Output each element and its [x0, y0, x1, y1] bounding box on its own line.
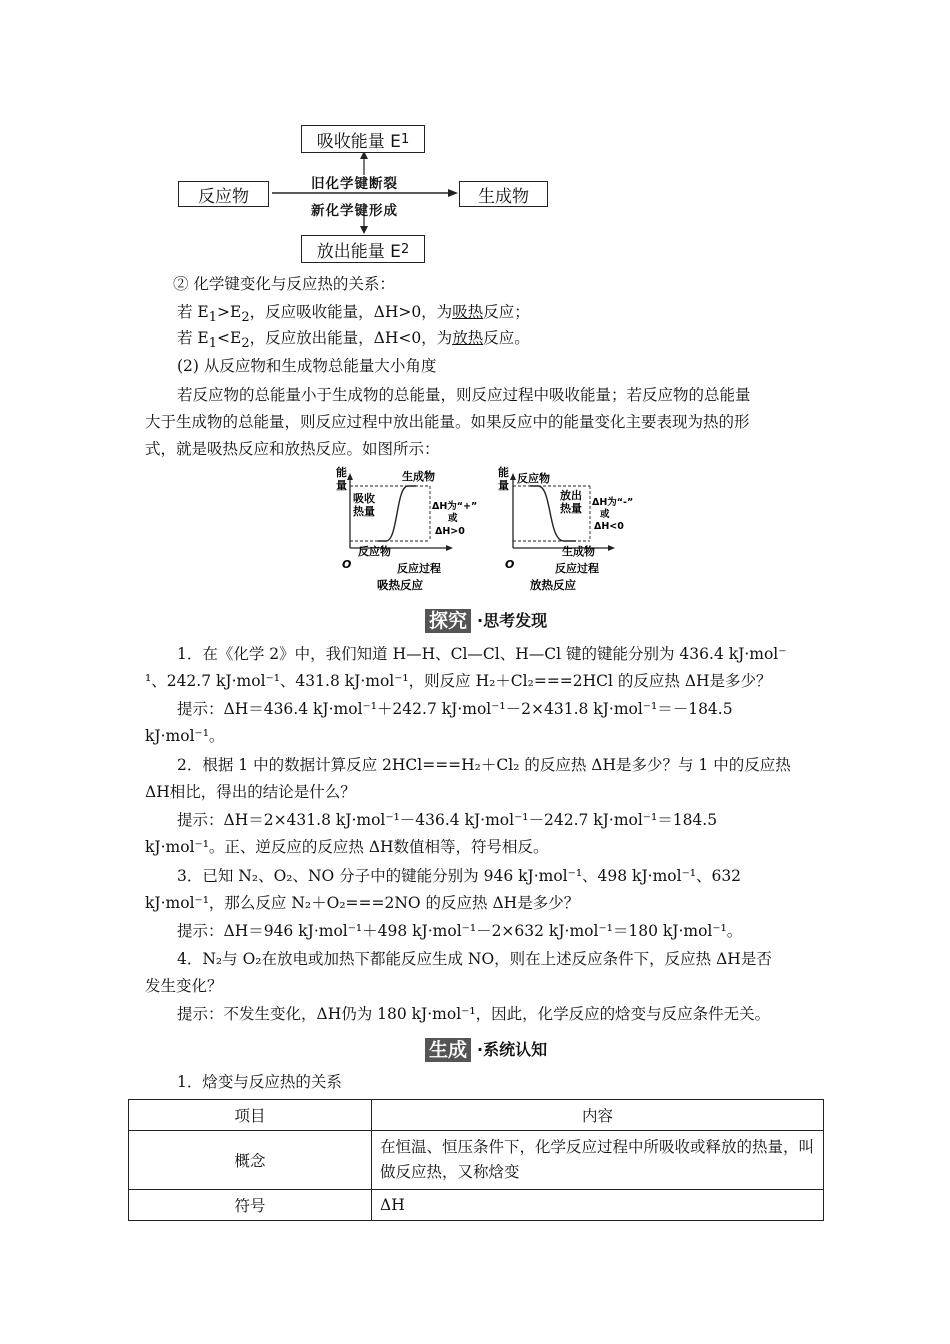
q2-line2: ΔH相比，得出的结论是什么？: [145, 783, 356, 801]
left-bottom-label: 反应物: [358, 545, 391, 558]
left-origin: O: [342, 558, 352, 571]
section2-line1: [177, 302, 530, 328]
text: <E: [217, 329, 242, 347]
energy-profile-diagrams: [330, 462, 634, 597]
text: 反应；: [483, 303, 530, 321]
q1-line2: ¹、242.7 kJ·mol⁻¹、431.8 kJ·mol⁻¹，则反应 H₂＋Cl₂===2HCl 的反应热 ΔH是多少？: [145, 672, 772, 690]
right-caption: 放热反应: [530, 578, 576, 592]
right-top-label: 反应物: [517, 472, 550, 485]
reactant-label: 反应物: [198, 186, 249, 207]
table-cell-item: 符号: [129, 1190, 372, 1221]
table-cell-item: 概念: [129, 1131, 372, 1190]
right-x-label: 反应过程: [555, 562, 599, 575]
right-y-arrow: [510, 473, 516, 480]
generate-title: ·系统认知: [477, 1040, 548, 1059]
right-curve-label-1: 放出: [560, 489, 582, 502]
product-label: 生成物: [478, 186, 529, 207]
section2-title: ② 化学键变化与反应热的关系：: [173, 275, 395, 293]
right-x-arrow: [608, 545, 615, 551]
right-curve-label-2: 热量: [560, 502, 582, 515]
left-top-label: 生成物: [402, 470, 435, 483]
bond-break-label: 旧化学键断裂: [311, 176, 398, 192]
absorb-energy-box: [301, 125, 425, 153]
a1-line1: 提示：ΔH＝436.4 kJ·mol⁻¹＋242.7 kJ·mol⁻¹－2×431.8 kJ·mol⁻¹＝－184.5: [177, 700, 733, 718]
left-dh-1: ΔH为“+”: [432, 501, 478, 512]
sub: 2: [241, 310, 250, 326]
underlined-term: 放热: [452, 329, 484, 347]
section3-heading: (2) 从反应物和生成物总能量大小角度: [177, 357, 437, 375]
table-cell-content: ΔH: [372, 1190, 824, 1221]
left-y-label-1: 能: [336, 466, 347, 479]
left-y-label-2: 量: [336, 479, 347, 492]
release-energy-label: 放出能量 E: [316, 241, 401, 262]
a3-line1: 提示：ΔH＝946 kJ·mol⁻¹＋498 kJ·mol⁻¹－2×632 kJ·mol⁻¹＝180 kJ·mol⁻¹。: [177, 922, 743, 940]
section2-line2: [177, 328, 530, 354]
table-header-row: [129, 1100, 824, 1131]
text: 若 E: [177, 329, 209, 347]
left-x-label: 反应过程: [397, 562, 441, 575]
sub: 1: [208, 336, 218, 352]
right-dh-1: ΔH为“-”: [592, 497, 634, 508]
text: >E: [217, 303, 242, 321]
right-bottom-label: 生成物: [562, 545, 595, 558]
left-curve-label-2: 热量: [353, 505, 375, 518]
right-dh-2: 或: [600, 509, 610, 520]
reactant-box: [178, 181, 269, 207]
table-row: [129, 1190, 824, 1221]
right-dh-3: ΔH<0: [594, 521, 624, 532]
q2-line1: 2．根据 1 中的数据计算反应 2HCl===H₂＋Cl₂ 的反应热 ΔH是多少？与 1 中的反应热: [177, 756, 791, 774]
left-y-arrow: [347, 473, 353, 480]
release-sub: 2: [400, 241, 410, 257]
underlined-term: 吸热: [452, 303, 484, 321]
left-curve-label-1: 吸收: [353, 492, 375, 505]
table-heading: 1．焓变与反应热的关系: [177, 1073, 342, 1091]
a4-line1: 提示：不发生变化，ΔH仍为 180 kJ·mol⁻¹，因此，化学反应的焓变与反应条件无关。: [177, 1005, 771, 1023]
section3-para-line2: 大于生成物的总能量，则反应过程中放出能量。如果反应中的能量变化主要表现为热的形: [145, 413, 750, 431]
enthalpy-table: [128, 1099, 824, 1221]
release-arrow-head: [360, 226, 368, 234]
right-y-label-1: 能: [498, 466, 509, 479]
table-cell-content: 在恒温、恒压条件下，化学反应过程中所吸收或释放的热量，叫做反应热，又称焓变: [372, 1131, 824, 1190]
q3-line2: kJ·mol⁻¹，那么反应 N₂＋O₂===2NO 的反应热 ΔH是多少？: [145, 894, 580, 912]
left-x-arrow: [446, 545, 453, 551]
text: ，反应放出能量，ΔH<0，为: [249, 329, 453, 347]
a2-line1: 提示：ΔH＝2×431.8 kJ·mol⁻¹－436.4 kJ·mol⁻¹－242.7 kJ·mol⁻¹＝184.5: [177, 811, 718, 829]
sub: 2: [241, 336, 250, 352]
product-box: [459, 181, 548, 207]
right-y-label-2: 量: [498, 479, 509, 492]
left-dh-2: 或: [448, 513, 458, 524]
absorb-energy-label: 吸收能量 E: [316, 131, 401, 152]
table-row: [129, 1131, 824, 1190]
q1-line1: 1．在《化学 2》中，我们知道 H—H、Cl—Cl、H—Cl 键的键能分别为 436.4 kJ·mol⁻: [177, 645, 787, 663]
explore-tag: 探究: [425, 609, 471, 633]
text: 若 E: [177, 303, 209, 321]
explore-title: ·思考发现: [477, 611, 548, 630]
section3-para-line3: 式，就是吸热反应和放热反应。如图所示：: [145, 440, 440, 458]
right-origin: O: [505, 558, 515, 571]
left-caption: 吸热反应: [377, 578, 423, 592]
a1-line2: kJ·mol⁻¹。: [145, 727, 225, 745]
section3-para-line1: 若反应物的总能量小于生成物的总能量，则反应过程中吸收能量；若反应物的总能量: [177, 386, 751, 404]
table-header-item: 项目: [129, 1100, 372, 1131]
release-energy-box: [301, 235, 425, 263]
q4-line1: 4．N₂与 O₂在放电或加热下都能反应生成 NO，则在上述反应条件下，反应热 ΔH是否: [177, 950, 772, 968]
table-header-content: 内容: [372, 1100, 824, 1131]
left-dh-3: ΔH>0: [435, 526, 465, 537]
text: ，反应吸收能量，ΔH>0，为: [249, 303, 453, 321]
a2-line2: kJ·mol⁻¹。正、逆反应的反应热 ΔH数值相等，符号相反。: [145, 838, 549, 856]
absorb-sub: 1: [400, 131, 410, 147]
q4-line2: 发生变化？: [145, 977, 223, 995]
bond-form-label: 新化学键形成: [311, 203, 398, 219]
left-energy-curve: [378, 486, 416, 541]
q3-line1: 3．已知 N₂、O₂、NO 分子中的键能分别为 946 kJ·mol⁻¹、498 kJ·mol⁻¹、632: [177, 867, 742, 885]
generate-tag: 生成: [425, 1038, 471, 1062]
sub: 1: [208, 310, 218, 326]
text: 反应。: [483, 329, 530, 347]
reaction-arrow-head: [448, 189, 458, 197]
